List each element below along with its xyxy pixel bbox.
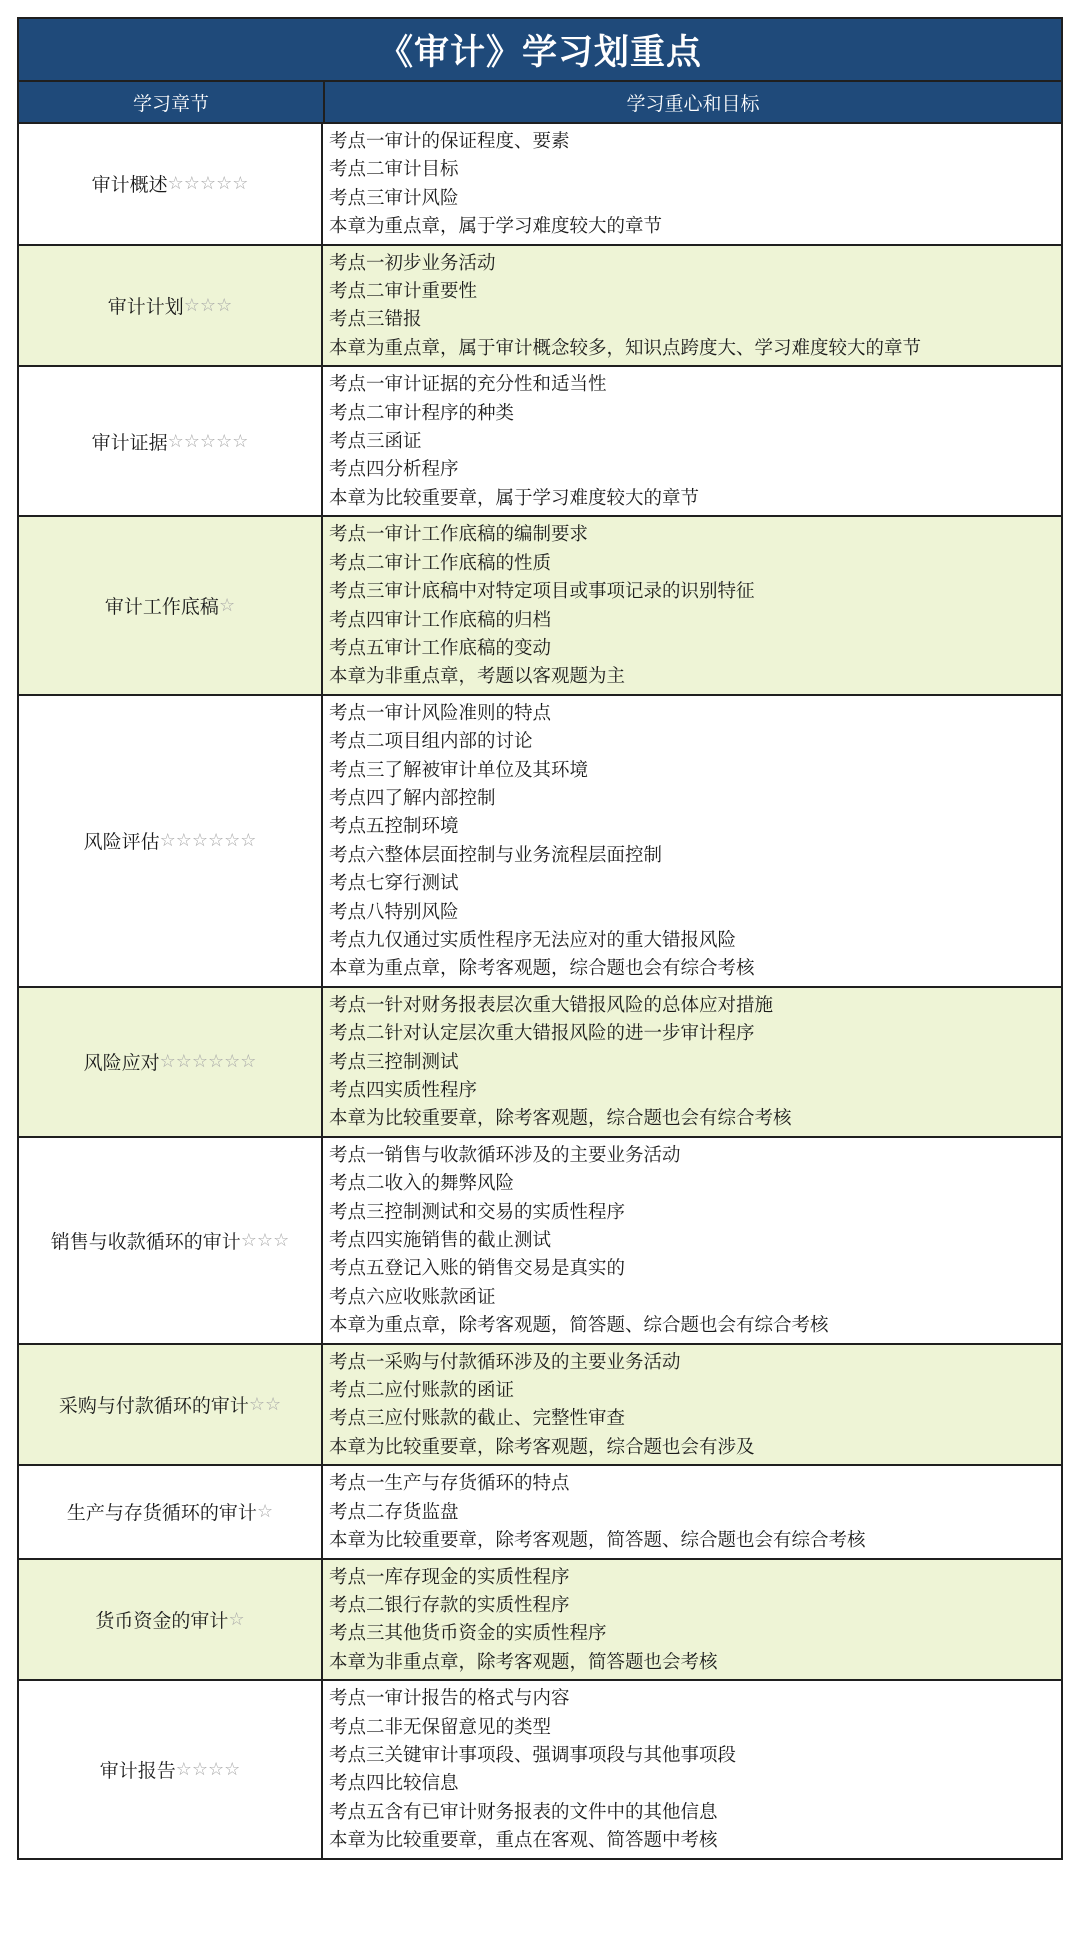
chapter-name: 审计计划 <box>107 295 184 318</box>
table-row <box>19 1560 1061 1682</box>
point-line: 考点五审计工作底稿的变动 <box>329 637 552 659</box>
point-line: 考点二审计程序的种类 <box>329 402 515 424</box>
chapter-cell <box>19 517 323 693</box>
points-cell <box>323 696 1061 986</box>
star-rating: ☆☆☆☆☆☆ <box>159 830 257 852</box>
table-row <box>19 1681 1061 1857</box>
chapter-cell <box>19 988 323 1136</box>
point-line: 考点六整体层面控制与业务流程层面控制 <box>329 844 663 866</box>
points-cell <box>323 367 1061 515</box>
point-line: 考点三函证 <box>329 431 422 453</box>
point-line: 考点八特别风险 <box>329 901 459 923</box>
point-line: 考点一审计工作底稿的编制要求 <box>329 524 589 546</box>
star-rating: ☆☆ <box>248 1393 282 1415</box>
table-row <box>19 124 1061 246</box>
point-line: 考点三应付账款的截止、完整性审查 <box>329 1408 626 1430</box>
point-line: 考点一审计的保证程度、要素 <box>329 131 570 152</box>
chapter-name: 风险应对 <box>83 1052 160 1075</box>
point-line: 本章为比较重要章，除考客观题，简答题、综合题也会有综合考核 <box>329 1530 866 1552</box>
star-rating: ☆ <box>256 1501 274 1523</box>
point-line: 考点四比较信息 <box>329 1773 459 1795</box>
star-rating: ☆☆☆☆ <box>175 1758 241 1780</box>
header-chapter: 学习章节 <box>19 82 325 122</box>
table-row <box>19 246 1061 368</box>
table-row <box>19 517 1061 695</box>
chapter-name: 风险评估 <box>83 831 160 854</box>
points-cell <box>323 1560 1061 1680</box>
point-line: 考点二存货监盘 <box>329 1501 459 1523</box>
point-line: 考点一生产与存货循环的特点 <box>329 1473 570 1495</box>
page-title: 《审计》学习划重点 <box>19 19 1061 82</box>
point-line: 本章为重点章，除考客观题，简答题、综合题也会有综合考核 <box>329 1315 829 1337</box>
table-row <box>19 988 1061 1138</box>
star-rating: ☆☆☆☆☆ <box>167 430 249 452</box>
point-line: 考点四分析程序 <box>329 459 459 481</box>
point-line: 考点一初步业务活动 <box>329 252 496 274</box>
point-line: 考点二收入的舞弊风险 <box>329 1173 515 1195</box>
star-rating: ☆ <box>218 595 236 616</box>
header-points: 学习重心和目标 <box>626 92 760 115</box>
point-line: 考点九仅通过实质性程序无法应对的重大错报风险 <box>329 929 737 951</box>
point-line: 考点一针对财务报表层次重大错报风险的总体应对措施 <box>329 994 774 1016</box>
chapter-name: 生产与存货循环的审计 <box>66 1502 257 1525</box>
points-cell <box>323 1681 1061 1857</box>
table-header <box>19 82 1061 124</box>
point-line: 考点三控制测试 <box>329 1051 459 1073</box>
chapter-name: 审计报告 <box>99 1759 176 1782</box>
chapter-cell <box>19 246 323 366</box>
star-rating: ☆☆☆☆☆☆ <box>159 1051 257 1073</box>
chapter-cell <box>19 1681 323 1857</box>
point-line: 本章为重点章，属于学习难度较大的章节 <box>329 216 663 238</box>
point-line: 考点三其他货币资金的实质性程序 <box>329 1623 607 1645</box>
point-line: 考点二项目组内部的讨论 <box>329 731 533 753</box>
point-line: 考点二审计工作底稿的性质 <box>329 552 552 574</box>
points-cell <box>323 988 1061 1136</box>
point-line: 本章为非重点章，考题以客观题为主 <box>329 666 626 688</box>
point-line: 考点二针对认定层次重大错报风险的进一步审计程序 <box>329 1023 755 1045</box>
star-rating: ☆ <box>228 1608 245 1630</box>
star-rating: ☆☆☆☆☆ <box>167 173 249 195</box>
point-line: 考点三了解被审计单位及其环境 <box>329 759 589 781</box>
point-line: 本章为比较重要章，属于学习难度较大的章节 <box>329 487 700 509</box>
table-row <box>19 1138 1061 1345</box>
point-line: 考点二审计目标 <box>329 159 459 181</box>
star-rating: ☆☆☆ <box>240 1229 290 1251</box>
chapter-cell <box>19 1138 323 1343</box>
point-line: 本章为非重点章，除考客观题，简答题也会考核 <box>329 1651 718 1673</box>
chapter-name: 采购与付款循环的审计 <box>58 1394 249 1417</box>
point-line: 考点四审计工作底稿的归档 <box>329 609 552 631</box>
chapter-name: 审计证据 <box>91 431 168 454</box>
point-line: 考点五控制环境 <box>329 816 459 838</box>
point-line: 考点二应付账款的函证 <box>329 1380 515 1402</box>
point-line: 本章为比较重要章，除考客观题，综合题也会有涉及 <box>329 1436 755 1458</box>
points-cell <box>323 246 1061 366</box>
table-row <box>19 1345 1061 1467</box>
chapter-name: 审计概述 <box>91 174 168 197</box>
points-cell <box>323 124 1061 244</box>
chapter-cell <box>19 1345 323 1465</box>
point-line: 本章为比较重要章，重点在客观、简答题中考核 <box>329 1830 718 1852</box>
table-row <box>19 1466 1061 1559</box>
star-rating: ☆☆☆ <box>183 294 233 316</box>
points-cell <box>323 1466 1061 1557</box>
chapter-name: 审计工作底稿 <box>104 596 219 618</box>
point-line: 本章为重点章，属于审计概念较多，知识点跨度大、学习难度较大的章节 <box>329 337 922 359</box>
points-cell <box>323 1345 1061 1465</box>
chapter-cell <box>19 1466 323 1557</box>
table-row <box>19 696 1061 988</box>
chapter-cell <box>19 696 323 986</box>
chapter-cell <box>19 1560 323 1680</box>
chapter-name: 销售与收款循环的审计 <box>50 1230 241 1253</box>
point-line: 考点四实质性程序 <box>329 1080 478 1101</box>
point-line: 考点五含有已审计财务报表的文件中的其他信息 <box>329 1801 718 1823</box>
point-line: 考点一库存现金的实质性程序 <box>329 1566 570 1588</box>
point-line: 考点二审计重要性 <box>329 281 478 303</box>
points-cell <box>323 1138 1061 1343</box>
point-line: 考点一采购与付款循环涉及的主要业务活动 <box>329 1351 681 1373</box>
points-cell <box>323 517 1061 693</box>
point-line: 本章为重点章，除考客观题，综合题也会有综合考核 <box>329 958 755 980</box>
point-line: 考点六应收账款函证 <box>329 1286 496 1308</box>
table-body <box>19 124 1061 1858</box>
point-line: 考点三审计风险 <box>329 187 459 209</box>
point-line: 考点一审计报告的格式与内容 <box>329 1688 570 1710</box>
point-line: 考点三错报 <box>329 309 422 331</box>
chapter-cell <box>19 367 323 515</box>
study-plan-table <box>17 17 1063 1860</box>
point-line: 考点一销售与收款循环涉及的主要业务活动 <box>329 1144 681 1166</box>
point-line: 考点五登记入账的销售交易是真实的 <box>329 1258 626 1280</box>
point-line: 考点二非无保留意见的类型 <box>329 1716 552 1738</box>
point-line: 考点一审计证据的充分性和适当性 <box>329 374 607 396</box>
point-line: 考点二银行存款的实质性程序 <box>329 1594 570 1616</box>
point-line: 考点四了解内部控制 <box>329 787 496 809</box>
point-line: 考点四实施销售的截止测试 <box>329 1230 552 1252</box>
point-line: 考点三控制测试和交易的实质性程序 <box>329 1201 626 1223</box>
chapter-name: 货币资金的审计 <box>95 1609 229 1632</box>
table-row <box>19 367 1061 517</box>
point-line: 本章为比较重要章，除考客观题，综合题也会有综合考核 <box>329 1108 792 1130</box>
point-line: 考点三审计底稿中对特定项目或事项记录的识别特征 <box>329 581 755 603</box>
point-line: 考点一审计风险准则的特点 <box>329 702 552 724</box>
point-line: 考点七穿行测试 <box>329 873 459 895</box>
point-line: 考点三关键审计事项段、强调事项段与其他事项段 <box>329 1744 737 1766</box>
chapter-cell <box>19 124 323 244</box>
